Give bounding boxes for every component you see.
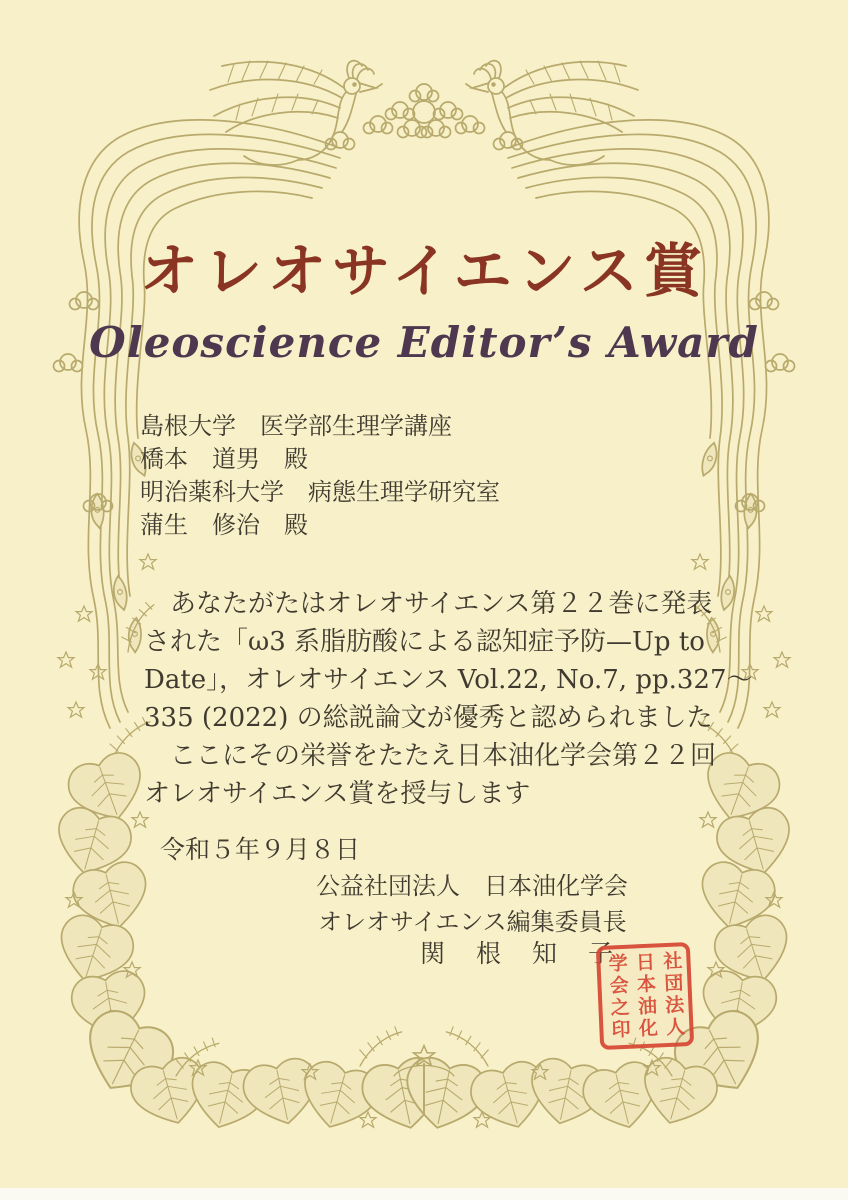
citation-line: あなたがたはオレオサイエンス第２２巻に発表 (144, 589, 713, 619)
seal-column-right: 社団法人 (659, 950, 686, 1040)
issuer-name: 関 根 知 子 (420, 939, 617, 968)
certificate-subtitle: Oleoscience Editor’s Award (89, 318, 759, 367)
recipient-name-2: 蒲生 修治 殿 (140, 511, 308, 539)
issue-date: 令和５年９月８日 (160, 835, 361, 864)
recipient-name-1: 橋本 道男 殿 (140, 445, 308, 473)
citation-line: された「ω3 系脂肪酸による認知症予防—Up to (144, 627, 705, 657)
certificate-title: オレオサイエンス賞 (140, 237, 708, 305)
seal-column-left: 学会之印 (605, 952, 632, 1042)
scan-edge (0, 1188, 848, 1200)
recipient-affiliation-1: 島根大学 医学部生理学講座 (140, 412, 452, 440)
official-seal (596, 942, 694, 1050)
citation-line: オレオサイエンス賞を授与します (144, 779, 531, 809)
citation-line: Date」，オレオサイエンス Vol.22, No.7, pp.327～ (144, 665, 753, 695)
recipient-affiliation-2: 明治薬科大学 病態生理学研究室 (140, 478, 500, 506)
citation-body (144, 585, 753, 813)
recipient-block (140, 410, 500, 542)
issuer-role: オレオサイエンス編集委員長 (318, 908, 627, 936)
citation-line: 335 (2022) の総説論文が優秀と認められました (144, 703, 713, 733)
issuer-organization: 公益社団法人 日本油化学会 (316, 872, 628, 900)
seal-column-middle: 日本油化 (632, 951, 659, 1041)
citation-line: ここにその栄誉をたたえ日本油化学会第２２回 (144, 741, 717, 771)
